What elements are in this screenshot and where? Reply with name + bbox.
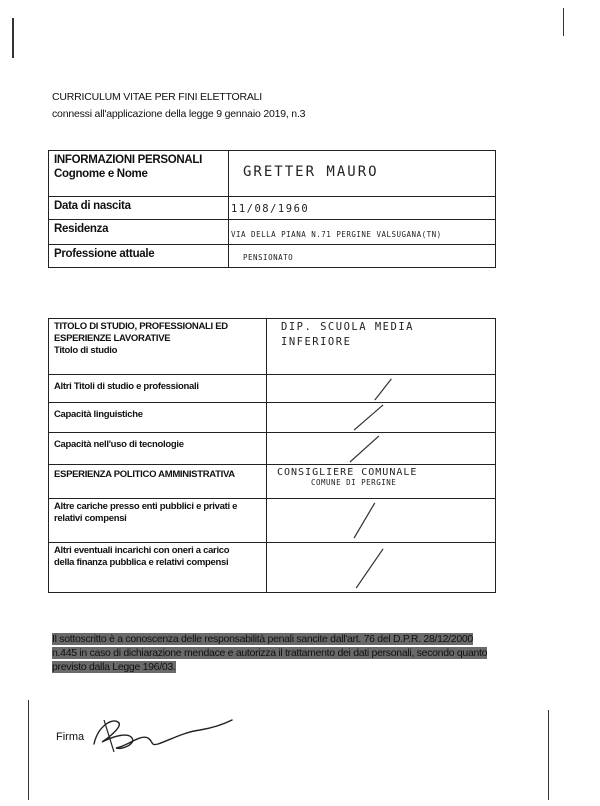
study-value-cell — [267, 319, 496, 375]
other-roles-value-cell — [267, 499, 496, 543]
empty-slash-mark — [267, 375, 495, 402]
political-value-line-2: COMUNE DI PERGINE — [311, 478, 397, 487]
birth-value: 11/08/1960 — [231, 203, 310, 215]
signature-scribble-icon — [88, 712, 238, 758]
name-value-cell — [229, 151, 496, 197]
other-titles-value-cell — [267, 375, 496, 403]
other-roles-label-2: relativi compensi — [54, 513, 127, 524]
residence-value: VIA DELLA PIANA N.71 PERGINE VALSUGANA(TN) — [231, 230, 442, 239]
other-titles-label: Altri Titoli di studio e professionali — [54, 381, 199, 392]
empty-slash-mark — [267, 433, 495, 464]
scan-edge-line-left — [12, 18, 14, 58]
document-subtitle: connessi all'applicazione della legge 9 gennaio 2019, n.3 — [52, 108, 306, 120]
profession-value: PENSIONATO — [243, 253, 294, 262]
residence-label: Residenza — [54, 223, 109, 235]
study-value-line-2: INFERIORE — [281, 336, 352, 348]
other-tasks-value-cell — [267, 543, 496, 593]
scan-edge-line-right — [563, 8, 564, 36]
career-section-label-1: TITOLO DI STUDIO, PROFESSIONALI ED — [54, 321, 228, 332]
other-tasks-label-1: Altri eventuali incarichi con oneri a carico — [54, 545, 230, 556]
study-label: Titolo di studio — [54, 345, 118, 356]
political-label: ESPERIENZA POLITICO AMMINISTRATIVA — [54, 469, 235, 480]
empty-slash-mark — [267, 543, 495, 592]
tech-value-cell — [267, 433, 496, 465]
name-value: GRETTER MAURO — [243, 164, 379, 180]
document-title: CURRICULUM VITAE PER FINI ELETTORALI — [52, 91, 263, 103]
name-label: Cognome e Nome — [54, 168, 148, 180]
personal-header-cell — [49, 151, 229, 197]
other-tasks-label-2: della finanza pubblica e relativi compensi — [54, 557, 229, 568]
birth-label: Data di nascita — [54, 200, 131, 212]
political-value-line-1: CONSIGLIERE COMUNALE — [277, 467, 418, 478]
empty-slash-mark — [267, 403, 495, 432]
career-table — [48, 318, 496, 593]
scan-edge-line-bottom-left — [28, 700, 29, 800]
declaration-text — [52, 632, 496, 674]
empty-slash-mark — [267, 499, 495, 542]
other-roles-label-1: Altre cariche presso enti pubblici e privati e — [54, 501, 238, 512]
study-header-cell — [49, 319, 267, 375]
personal-info-table — [48, 150, 496, 268]
tech-label: Capacità nell'uso di tecnologie — [54, 439, 184, 450]
languages-label: Capacità linguistiche — [54, 409, 143, 420]
scan-edge-line-bottom-right — [548, 710, 549, 800]
profession-label: Professione attuale — [54, 248, 155, 260]
political-value-cell — [267, 465, 496, 499]
declaration-highlight: Il sottoscritto è a conoscenza delle responsabilità penali sancite dall'art. 76 del D.P.R. 28/12/2000 n.445 in caso di dichiarazione mendace e autorizza il trattamento dei dati personali, secondo quanto previsto dalla Legge 196/03. — [52, 633, 488, 673]
career-section-label-2: ESPERIENZE LAVORATIVE — [54, 333, 171, 344]
signature-label: Firma — [56, 731, 85, 743]
personal-section-label: INFORMAZIONI PERSONALI — [54, 154, 203, 166]
languages-value-cell — [267, 403, 496, 433]
study-value-line-1: DIP. SCUOLA MEDIA — [281, 321, 414, 333]
